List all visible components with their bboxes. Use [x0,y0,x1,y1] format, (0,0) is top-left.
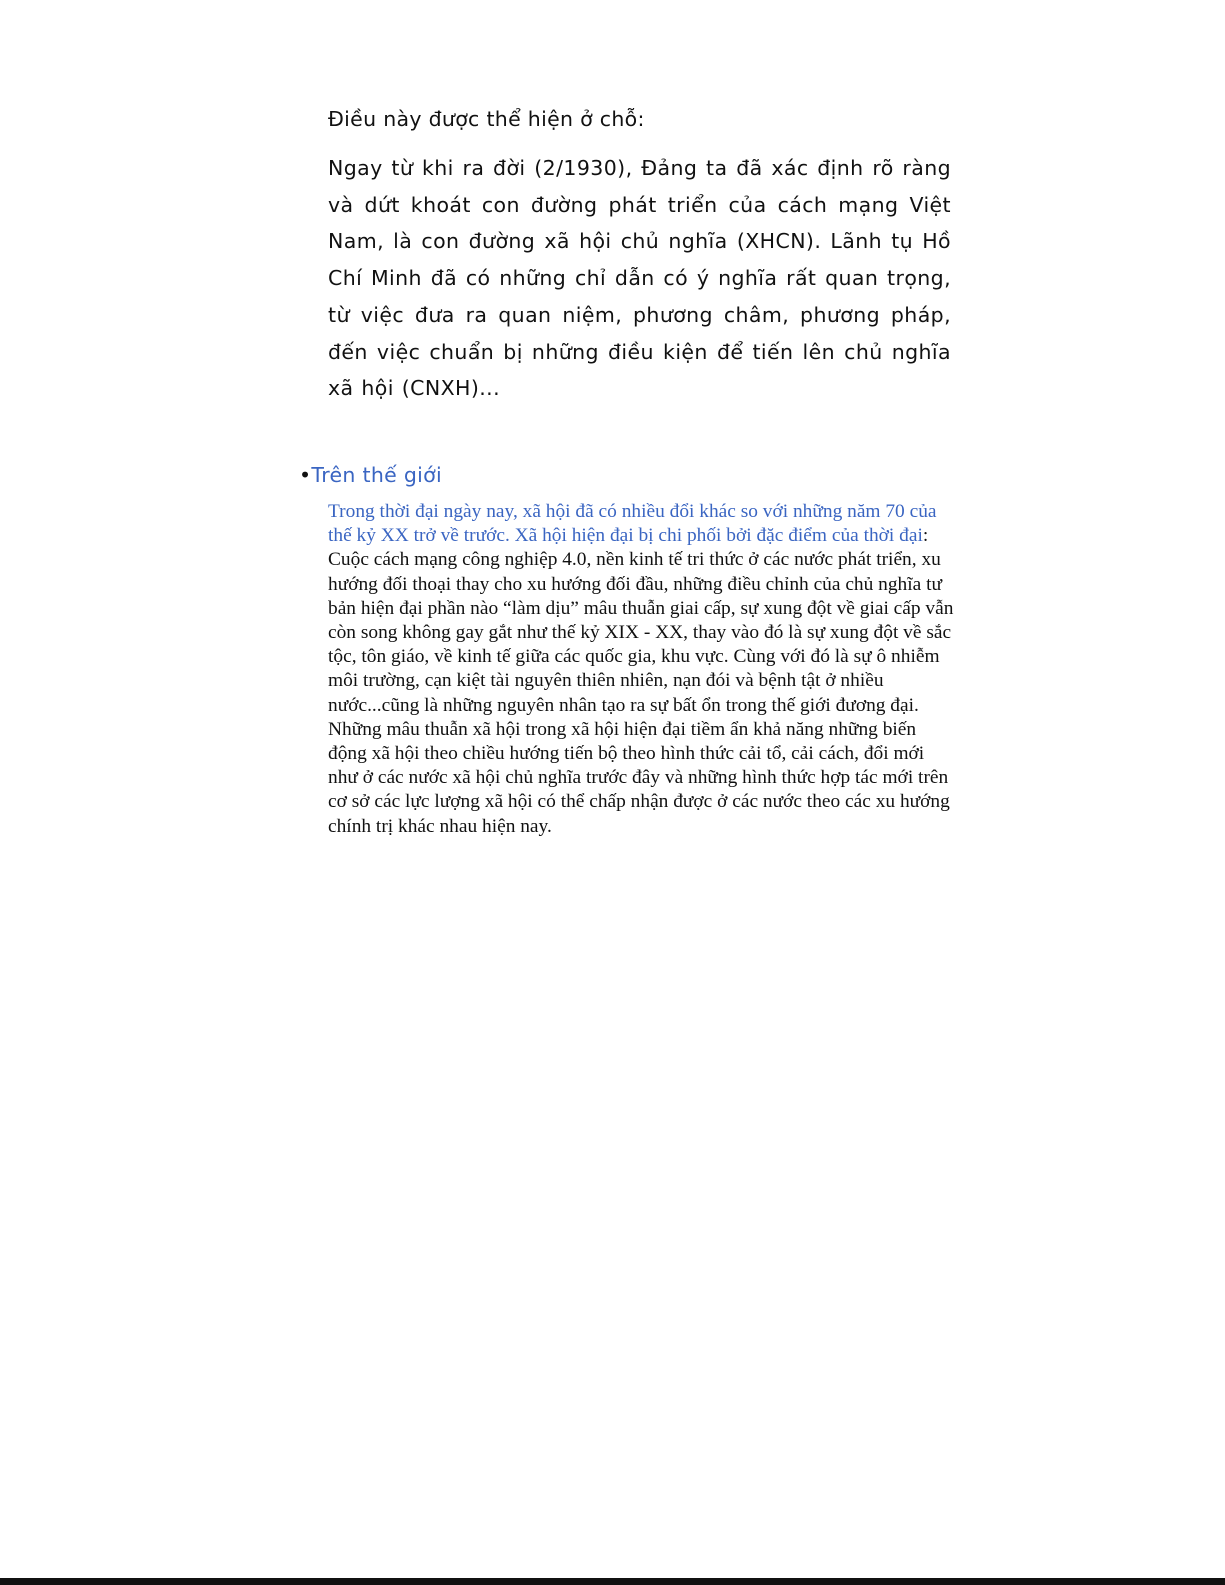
section-heading-text: Trên thế giới [311,463,443,487]
paragraph-body: : Cuộc cách mạng công nghiệp 4.0, nền kinh tế tri thức ở các nước phát triển, xu hướng đối thoại thay cho xu hướng đối đầu, những điều chỉnh của chủ nghĩa tư bản hiện đại phần nào “làm dịu” mâu thuẫn giai cấp, sự xung đột về giai cấp vẫn còn song không gay gắt như thế kỷ XIX - XX, thay vào đó là sự xung đột về sắc tộc, tôn giáo, về kinh tế giữa các quốc gia, khu vực. Cùng với đó là sự ô nhiễm môi trường, cạn kiệt tài nguyên thiên nhiên, nạn đói và bệnh tật ở nhiều nước...cũng là những nguyên nhân tạo ra sự bất ổn trong thế giới đương đại. Những mâu thuẫn xã hội trong xã hội hiện đại tiềm ẩn khả năng những biến động xã hội theo chiều hướng tiến bộ theo hình thức cải tổ, cải cách, đổi mới như ở các nước xã hội chủ nghĩa trước đây và những hình thức hợp tác mới trên cơ sở các lực lượng xã hội có thể chấp nhận được ở các nước theo các xu hướng chính trị khác nhau hiện nay. [328,525,954,837]
paragraph-world-context [328,500,958,839]
paragraph-lead-highlight: Trong thời đại ngày nay, xã hội đã có nhiều đổi khác so với những năm 70 của thế kỷ XX trở về trước. Xã hội hiện đại bị chi phối bởi đặc điểm của thời đại [328,501,937,547]
paragraph-vietnam-path: Ngay từ khi ra đời (2/1930), Đảng ta đã xác định rõ ràng và dứt khoát con đường phát triển của cách mạng Việt Nam, là con đường xã hội chủ nghĩa (XHCN). Lãnh tụ Hồ Chí Minh đã có những chỉ dẫn có ý nghĩa rất quan trọng, từ việc đưa ra quan niệm, phương châm, phương pháp, đến việc chuẩn bị những điều kiện để tiến lên chủ nghĩa xã hội (CNXH)... [328,156,951,401]
intro-line: Điều này được thể hiện ở chỗ: [328,107,645,131]
section-heading-world [299,460,442,490]
bullet-icon: • [299,463,312,487]
page-bottom-border [0,1578,1225,1585]
